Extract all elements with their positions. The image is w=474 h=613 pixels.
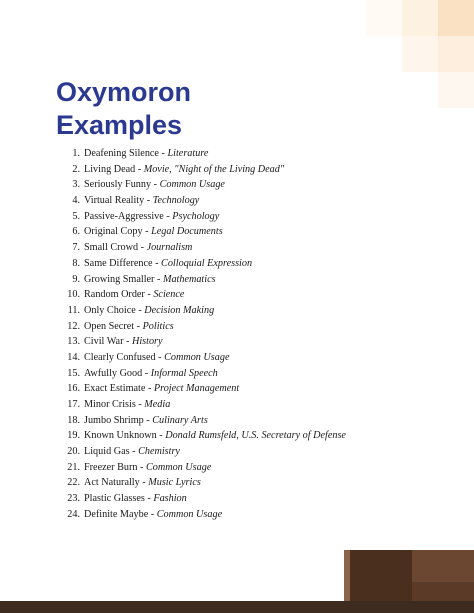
item-context: Music Lyrics [148,477,201,489]
item-separator: - [156,430,166,442]
item-number: 10. [67,289,80,301]
item-separator: - [139,477,149,489]
item-term: Original Copy [84,226,143,238]
item-term: Liquid Gas [84,446,130,458]
item-context: Journalism [146,242,193,254]
list-item [56,460,346,476]
item-number: 17. [67,399,80,410]
item-separator: - [137,461,146,473]
item-context: Culinary Arts [152,414,208,426]
item-context: Politics [142,320,174,332]
item-context: Literature [167,148,209,159]
item-term: Passive-Aggressive [84,210,164,222]
item-separator: - [135,304,145,316]
item-term: Act Naturally [84,477,140,489]
item-context: Common Usage [159,179,225,191]
item-separator: - [144,195,153,207]
item-number: 4. [72,195,80,207]
list-item [56,146,346,162]
item-term: Only Choice [84,304,136,316]
item-context: Common Usage [164,351,230,363]
item-context: Science [153,289,185,301]
list-item [56,491,346,507]
list-item [56,413,346,429]
item-separator: - [151,179,160,191]
list-item [56,193,346,209]
item-term: Freezer Burn [84,461,138,473]
item-separator: - [135,163,144,175]
item-number: 14. [67,351,80,363]
item-term: Deafening Silence [84,148,159,159]
item-separator: - [129,446,139,458]
item-context: Colloquial Expression [161,257,253,269]
item-number: 7. [72,242,80,254]
item-number: 5. [72,210,80,222]
list-item [56,272,346,288]
list-item [56,177,346,193]
list-item [56,475,346,491]
list-item [56,256,346,272]
item-number: 16. [67,383,80,395]
item-number: 6. [72,226,80,238]
item-context: Technology [152,195,200,207]
item-number: 15. [67,367,80,379]
item-number: 1. [72,148,80,159]
list-item [56,428,346,444]
item-context: Decision Making [144,304,215,316]
item-context: Movie, "Night of the Living Dead" [143,163,285,175]
item-term: Exact Estimate [84,383,146,395]
item-number: 21. [67,461,80,473]
item-context: Fashion [153,493,187,505]
item-term: Minor Crisis [84,399,136,410]
item-separator: - [142,367,151,379]
title-line-2: Examples [56,110,183,140]
item-term: Clearly Confused [84,351,156,363]
item-number: 2. [72,163,80,175]
item-term: Awfully Good [84,367,143,379]
item-separator: - [163,210,173,222]
item-context: Media [144,399,171,410]
item-term: Same Difference [84,257,153,269]
item-separator: - [152,257,162,269]
list-item [56,444,346,460]
item-context: Chemistry [138,446,180,458]
list-item [56,303,346,319]
bottom-bar [0,601,474,613]
item-number: 24. [67,508,80,520]
top-right-decoration [364,0,474,110]
item-term: Known Unknown [84,430,157,442]
list-item [56,397,346,413]
item-separator: - [144,493,154,505]
item-term: Definite Maybe [84,508,149,520]
item-separator: - [158,148,168,159]
item-separator: - [123,336,132,348]
item-term: Growing Smaller [84,273,155,285]
item-number: 23. [67,493,80,505]
item-separator: - [148,508,157,520]
item-term: Small Crowd [84,242,139,254]
title-line-1: Oxymoron [56,77,192,107]
item-term: Plastic Glasses [84,493,145,505]
item-term: Random Order [84,289,145,301]
item-number: 22. [67,477,80,489]
list-item [56,287,346,303]
item-number: 13. [67,336,80,348]
item-separator: - [143,414,153,426]
item-context: Mathematics [162,273,216,285]
item-number: 19. [67,430,80,442]
item-number: 11. [67,304,80,316]
list-item [56,319,346,335]
item-context: Donald Rumsfeld, U.S. Secretary of Defense [165,430,346,442]
item-separator: - [142,226,152,238]
item-context: Psychology [172,210,220,222]
list-item [56,240,346,256]
list-item [56,507,346,523]
oxymoron-list [56,146,346,523]
item-term: Virtual Reality [84,195,145,207]
item-context: Project Management [153,383,240,395]
item-term: Living Dead [84,163,136,175]
list-item [56,162,346,178]
item-term: Jumbo Shrimp [84,414,144,426]
item-separator: - [138,242,147,254]
item-separator: - [134,320,143,332]
item-number: 20. [67,446,80,458]
item-context: Common Usage [145,461,212,473]
item-term: Civil War [84,336,124,348]
item-separator: - [145,383,154,395]
item-term: Open Secret [84,320,135,332]
item-context: Common Usage [156,508,223,520]
item-number: 8. [72,257,80,269]
item-context: Legal Documents [151,226,223,238]
item-separator: - [154,273,163,285]
item-context: History [131,336,163,348]
item-number: 3. [72,179,80,191]
page-title [56,76,191,142]
item-separator: - [155,351,165,363]
list-item [56,381,346,397]
list-item [56,334,346,350]
item-context: Informal Speech [150,367,218,379]
list-item [56,366,346,382]
item-number: 12. [67,320,80,332]
list-item [56,209,346,225]
list-item [56,350,346,366]
item-term: Seriously Funny [84,179,152,191]
list-item [56,224,346,240]
item-number: 9. [72,273,80,285]
item-separator: - [144,289,154,301]
item-number: 18. [67,414,80,426]
item-separator: - [135,399,145,410]
